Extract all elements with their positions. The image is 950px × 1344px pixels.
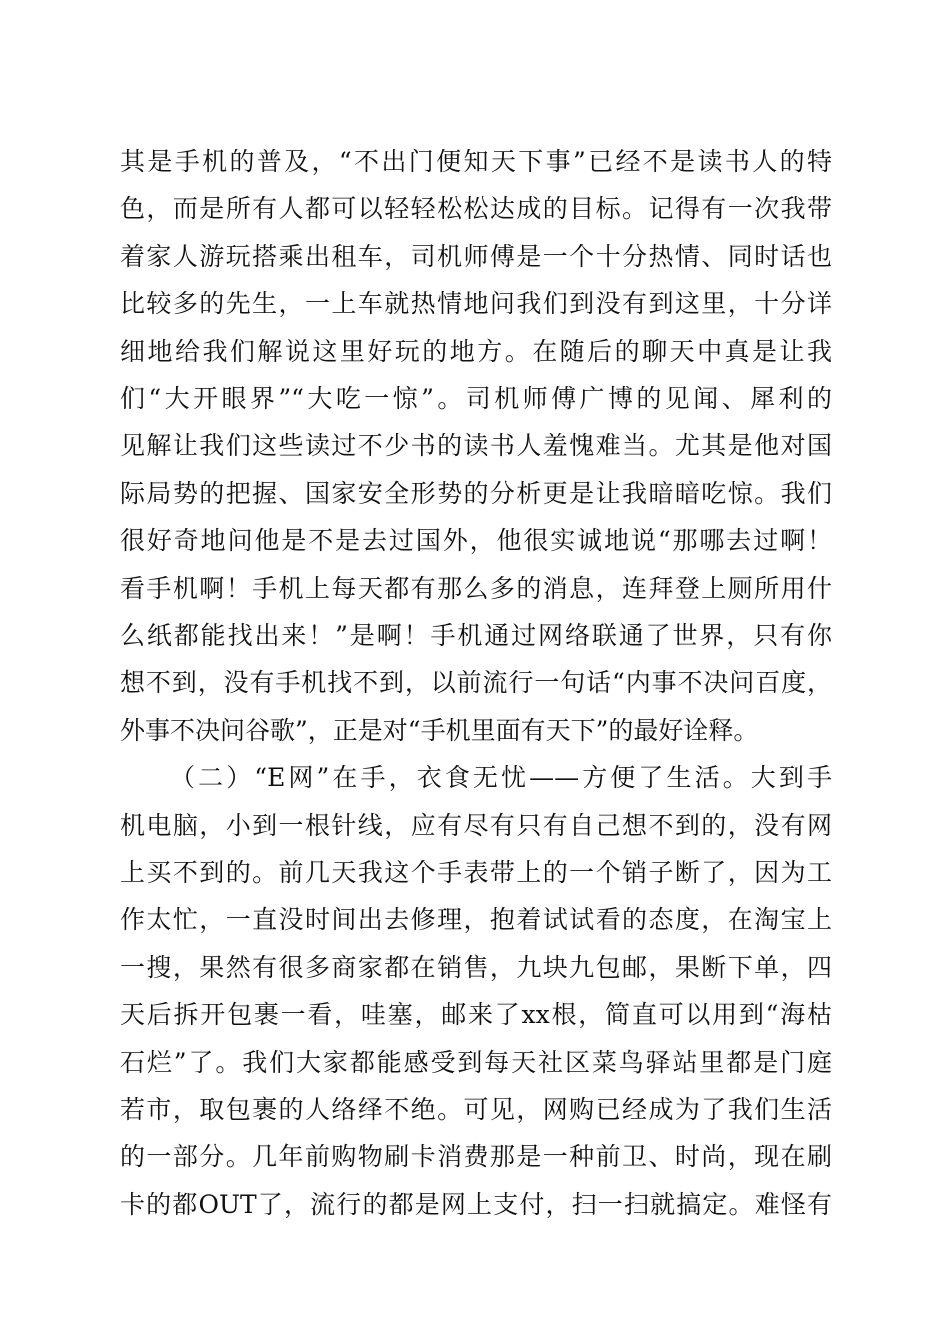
text-line-8: 际局势的把握、国家安全形势的分析更是让我暗暗吃惊。我们	[120, 479, 832, 508]
text-line-17: 作太忙，一直没时间出去修理，抱着试试看的态度，在淘宝上	[120, 905, 832, 934]
text-line-19: 天后拆开包裹一看，哇塞，邮来了xx根，简直可以用到“海枯	[120, 1000, 832, 1029]
text-line-4: 比较多的先生，一上车就热情地问我们到没有到这里，十分详	[120, 289, 832, 318]
text-line-5: 细地给我们解说这里好玩的地方。在随后的聊天中真是让我	[120, 337, 832, 366]
text-line-18: 一搜，果然有很多商家都在销售，九块九包邮，果断下单，四	[120, 953, 832, 982]
section-heading-line: （二）“E网”在手，衣食无忧——方便了生活。大到手	[170, 763, 832, 792]
text-line-23: 卡的都OUT了，流行的都是网上支付，扫一扫就搞定。难怪有	[120, 1190, 832, 1219]
text-line-10: 看手机啊！手机上每天都有那么多的消息，连拜登上厕所用什	[120, 574, 832, 603]
text-line-7: 见解让我们这些读过不少书的读书人羞愧难当。尤其是他对国	[120, 431, 832, 460]
text-line-9: 很好奇地问他是不是去过国外，他很实诚地说“那哪去过啊！	[120, 526, 832, 555]
text-line-2: 色，而是所有人都可以轻轻松松达成的目标。记得有一次我带	[120, 194, 832, 223]
text-line-6: 们“大开眼界”“大吃一惊”。司机师傅广博的见闻、犀利的	[120, 384, 832, 413]
text-line-15: 机电脑，小到一根针线，应有尽有只有自己想不到的，没有网	[120, 811, 832, 840]
text-line-16: 上买不到的。前几天我这个手表带上的一个销子断了，因为工	[120, 858, 832, 887]
text-line-13: 外事不决问谷歌”，正是对“手机里面有天下”的最好诠释。	[120, 716, 759, 745]
text-line-1: 其是手机的普及，“不出门便知天下事”已经不是读书人的特	[120, 147, 832, 176]
text-line-20: 石烂”了。我们大家都能感受到每天社区菜鸟驿站里都是门庭	[120, 1048, 832, 1077]
text-line-12: 想不到，没有手机找不到，以前流行一句话“内事不决问百度，	[120, 668, 832, 697]
text-line-3: 着家人游玩搭乘出租车，司机师傅是一个十分热情、同时话也	[120, 242, 832, 271]
text-line-11: 么纸都能找出来！”是啊！手机通过网络联通了世界，只有你	[120, 621, 832, 650]
text-line-22: 的一部分。几年前购物刷卡消费那是一种前卫、时尚，现在刷	[120, 1142, 832, 1171]
text-line-21: 若市，取包裹的人络绎不绝。可见，网购已经成为了我们生活	[120, 1095, 832, 1124]
